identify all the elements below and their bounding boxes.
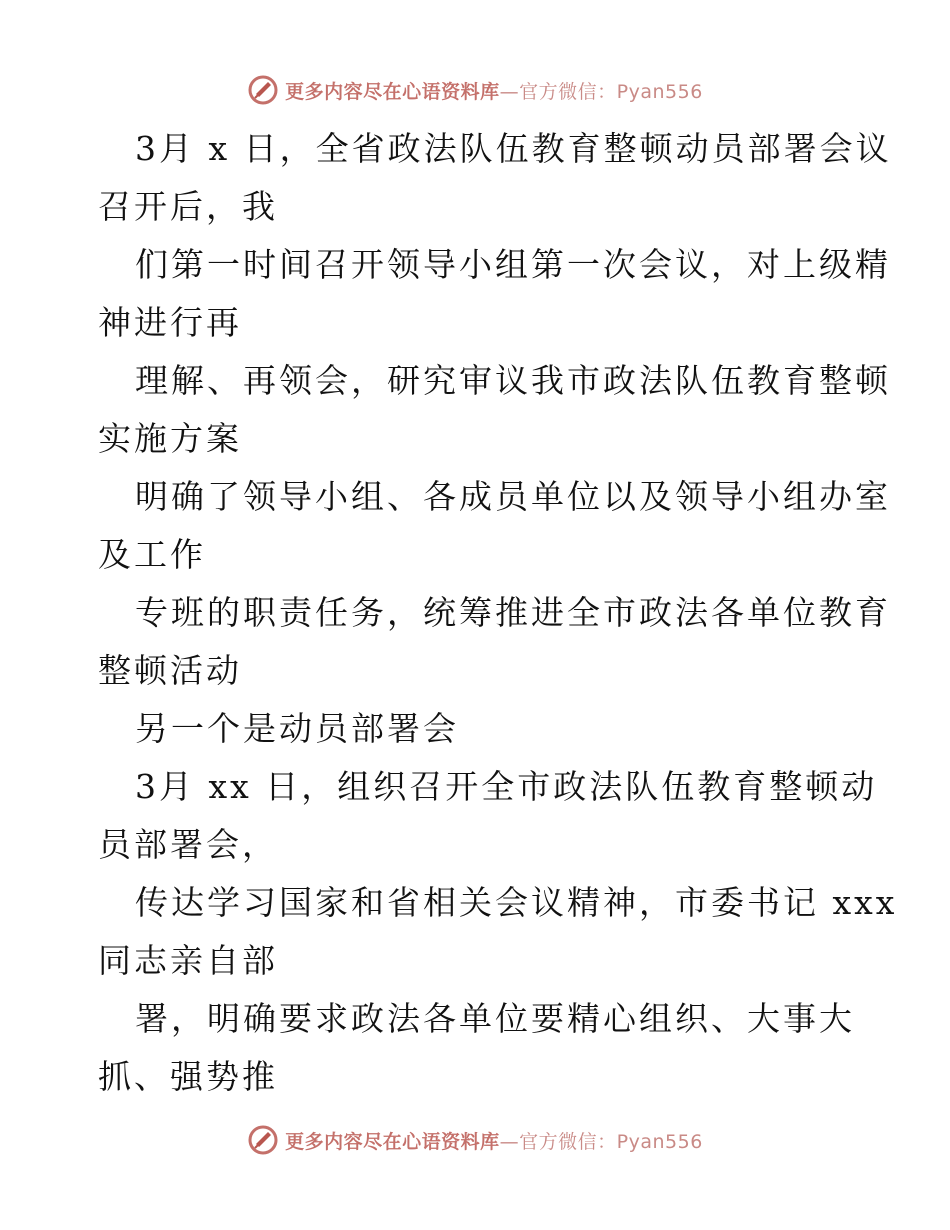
text-line: 神进行再 bbox=[98, 303, 242, 342]
text-line: 3月 x 日，全省政法队伍教育整顿动员部署会议 bbox=[135, 129, 892, 168]
text-line: 另一个是动员部署会 bbox=[135, 709, 459, 748]
text-line: 抓、强势推 bbox=[98, 1057, 278, 1096]
watermark-header bbox=[0, 70, 950, 110]
logo-icon bbox=[247, 74, 279, 106]
watermark-brand: 更多内容尽在心语资料库 bbox=[285, 80, 500, 103]
text-line: 同志亲自部 bbox=[98, 941, 278, 980]
document-body bbox=[98, 120, 898, 1106]
watermark-footer bbox=[0, 1120, 950, 1160]
text-line: 实施方案 bbox=[98, 419, 242, 458]
watermark-contact: —官方微信：Pyan556 bbox=[499, 1130, 703, 1153]
text-line: 专班的职责任务，统筹推进全市政法各单位教育 bbox=[135, 593, 891, 632]
watermark-contact: —官方微信：Pyan556 bbox=[499, 80, 703, 103]
text-line: 及工作 bbox=[98, 535, 206, 574]
text-line: 明确了领导小组、各成员单位以及领导小组办室 bbox=[135, 477, 891, 516]
text-line: 理解、再领会，研究审议我市政法队伍教育整顿 bbox=[135, 361, 891, 400]
text-line: 署，明确要求政法各单位要精心组织、大事大 bbox=[135, 999, 855, 1038]
watermark-text bbox=[285, 77, 703, 104]
watermark-text bbox=[285, 1127, 703, 1154]
text-line: 3月 xx 日，组织召开全市政法队伍教育整顿动 bbox=[135, 767, 878, 806]
watermark-brand: 更多内容尽在心语资料库 bbox=[285, 1130, 500, 1153]
text-line: 员部署会， bbox=[98, 825, 278, 864]
logo-icon bbox=[247, 1124, 279, 1156]
text-line: 们第一时间召开领导小组第一次会议，对上级精 bbox=[135, 245, 891, 284]
text-line: 召开后，我 bbox=[98, 187, 278, 226]
text-line: 传达学习国家和省相关会议精神，市委书记 xxx bbox=[135, 883, 898, 922]
text-line: 整顿活动 bbox=[98, 651, 242, 690]
